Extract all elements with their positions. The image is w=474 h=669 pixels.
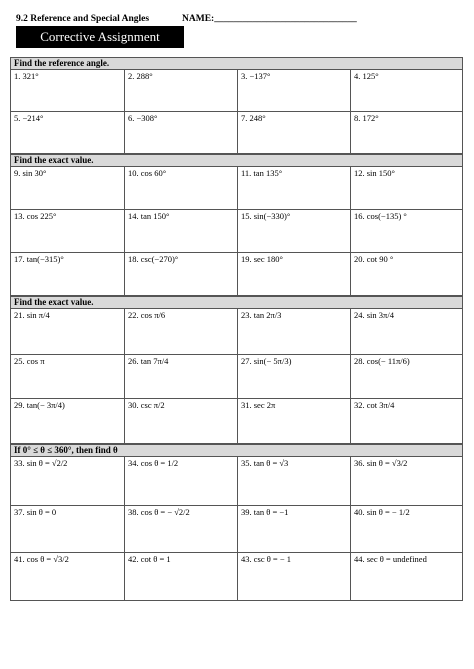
section-heading: Find the exact value. — [11, 297, 462, 309]
problem-cell: 14. tan 150° — [125, 210, 238, 253]
section-heading: Find the exact value. — [11, 155, 462, 167]
assignment-banner: Corrective Assignment — [16, 26, 184, 48]
problem-cell: 15. sin(−330)° — [238, 210, 351, 253]
problem-cell: 2. 288° — [125, 70, 238, 112]
problem-cell: 5. −214° — [11, 112, 125, 155]
problem-cell: 12. sin 150° — [351, 167, 462, 210]
problem-cell: 44. sec θ = undefined — [354, 554, 427, 564]
problem-cell: 43. csc θ = − 1 — [238, 553, 351, 601]
problem-cell: 23. tan 2π/3 — [238, 309, 351, 355]
problem-cell: 22. cos π/6 — [125, 309, 238, 355]
section-heading: If 0° ≤ θ ≤ 360°, then find θ — [11, 445, 462, 457]
problem-cell: 1. 321° — [11, 70, 125, 112]
problem-cell: 17. tan(−315)° — [11, 253, 125, 297]
problem-cell: 25. cos π — [11, 355, 125, 399]
section-find-theta — [10, 444, 463, 601]
problem-cell: 7. 248° — [238, 112, 351, 155]
problem-cell: 6. −308° — [125, 112, 238, 155]
section-reference-angle — [10, 57, 463, 154]
problem-cell: 26. tan 7π/4 — [125, 355, 238, 399]
problem-cell: 35. tan θ = √3 — [238, 457, 351, 506]
problem-cell: 9. sin 30° — [11, 167, 125, 210]
problem-cell: 33. sin θ = √2/2 — [11, 457, 125, 506]
section-exact-value-degrees — [10, 154, 463, 296]
problem-cell: 18. csc(−270)° — [125, 253, 238, 297]
problem-cell: 34. cos θ = 1/2 — [125, 457, 238, 506]
name-field-label: NAME:______________________________ — [182, 14, 357, 24]
worksheet-title: 9.2 Reference and Special Angles — [16, 14, 150, 24]
problem-cell: 24. sin 3π/4 — [351, 309, 462, 355]
problem-cell: 8. 172° — [354, 113, 379, 123]
section-exact-value-radians — [10, 296, 463, 444]
problem-cell: 41. cos θ = √3/2 — [11, 553, 125, 601]
problem-cell: 11. tan 135° — [238, 167, 351, 210]
problem-cell: 39. tan θ = −1 — [238, 506, 351, 553]
section-heading: Find the reference angle. — [11, 58, 462, 70]
problem-cell: 28. cos(− 11π/6) — [351, 355, 462, 399]
problem-cell: 19. sec 180° — [238, 253, 351, 297]
problem-cell: 38. cos θ = − √2/2 — [125, 506, 238, 553]
problem-cell: 16. cos(−135) ° — [351, 210, 462, 253]
problem-cell: 36. sin θ = √3/2 — [351, 457, 462, 506]
problem-cell: 32. cot 3π/4 — [354, 400, 395, 410]
problem-cell: 3. −137° — [238, 70, 351, 112]
problem-cell: 42. cot θ = 1 — [125, 553, 238, 601]
problem-cell: 40. sin θ = − 1/2 — [351, 506, 462, 553]
problem-cell: 10. cos 60° — [125, 167, 238, 210]
problem-cell: 29. tan(− 3π/4) — [11, 399, 125, 444]
problem-cell: 21. sin π/4 — [11, 309, 125, 355]
problem-cell: 27. sin(− 5π/3) — [238, 355, 351, 399]
problem-cell: 4. 125° — [351, 70, 462, 112]
problem-cell: 31. sec 2π — [238, 399, 351, 444]
problem-cell: 30. csc π/2 — [125, 399, 238, 444]
problem-cell: 13. cos 225° — [11, 210, 125, 253]
problem-cell: 20. cot 90 ° — [354, 254, 394, 264]
problem-cell: 37. sin θ = 0 — [11, 506, 125, 553]
